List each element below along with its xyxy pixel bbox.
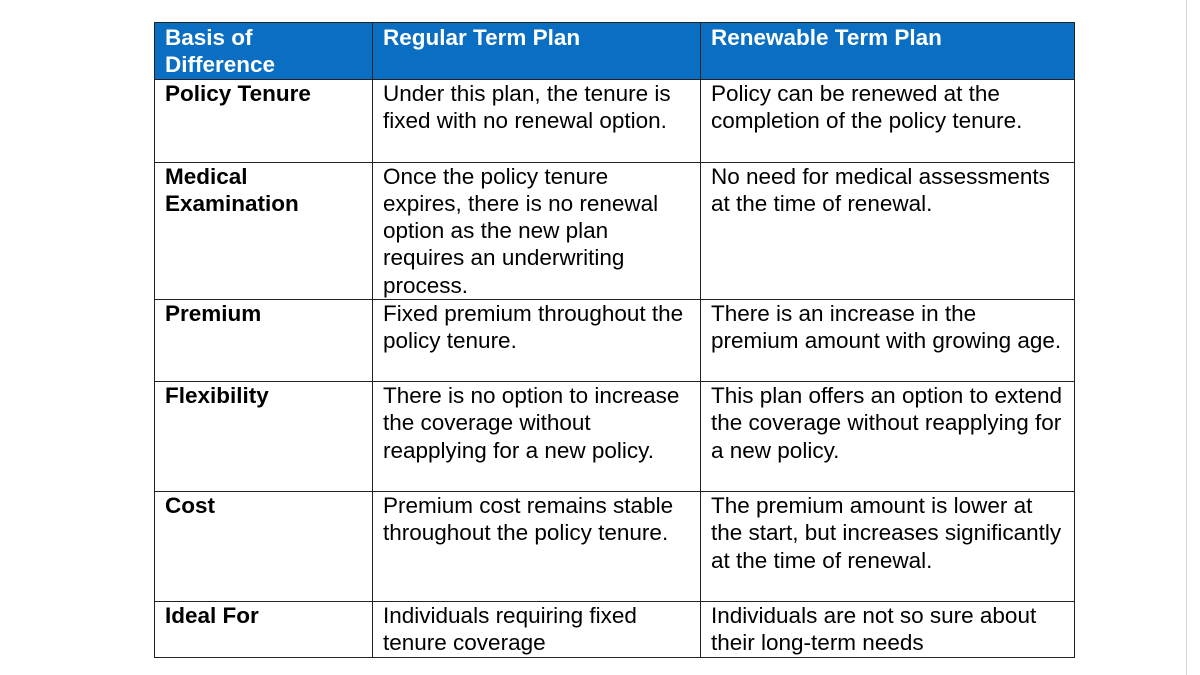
header-regular-term-plan: Regular Term Plan [373, 23, 701, 80]
table-row [155, 162, 1075, 299]
cell-renewable: Policy can be renewed at the completion of the policy tenure. [701, 79, 1075, 162]
table-row [155, 602, 1075, 658]
comparison-table [154, 22, 1075, 658]
row-label-ideal-for: Ideal For [155, 602, 373, 658]
table-row [155, 300, 1075, 382]
row-label-flexibility: Flexibility [155, 382, 373, 492]
page-edge-divider [1186, 0, 1187, 675]
cell-renewable: No need for medical assessments at the time of renewal. [701, 162, 1075, 299]
cell-regular: Once the policy tenure expires, there is no renewal option as the new plan requires an underwriting process. [373, 162, 701, 299]
table-row [155, 382, 1075, 492]
table-row [155, 79, 1075, 162]
cell-renewable: Individuals are not so sure about their long-term needs [701, 602, 1075, 658]
header-renewable-term-plan: Renewable Term Plan [701, 23, 1075, 80]
cell-renewable: The premium amount is lower at the start, but increases significantly at the time of renewal. [701, 492, 1075, 602]
table-row [155, 492, 1075, 602]
row-label-cost: Cost [155, 492, 373, 602]
cell-regular: Under this plan, the tenure is fixed with no renewal option. [373, 79, 701, 162]
table-header-row [155, 23, 1075, 80]
row-label-medical-examination: Medical Examination [155, 162, 373, 299]
row-label-premium: Premium [155, 300, 373, 382]
cell-regular: There is no option to increase the coverage without reapplying for a new policy. [373, 382, 701, 492]
cell-renewable: There is an increase in the premium amount with growing age. [701, 300, 1075, 382]
cell-regular: Individuals requiring fixed tenure coverage [373, 602, 701, 658]
row-label-policy-tenure: Policy Tenure [155, 79, 373, 162]
cell-regular: Fixed premium throughout the policy tenure. [373, 300, 701, 382]
cell-regular: Premium cost remains stable throughout the policy tenure. [373, 492, 701, 602]
header-basis-of-difference: Basis of Difference [155, 23, 373, 80]
cell-renewable: This plan offers an option to extend the coverage without reapplying for a new policy. [701, 382, 1075, 492]
